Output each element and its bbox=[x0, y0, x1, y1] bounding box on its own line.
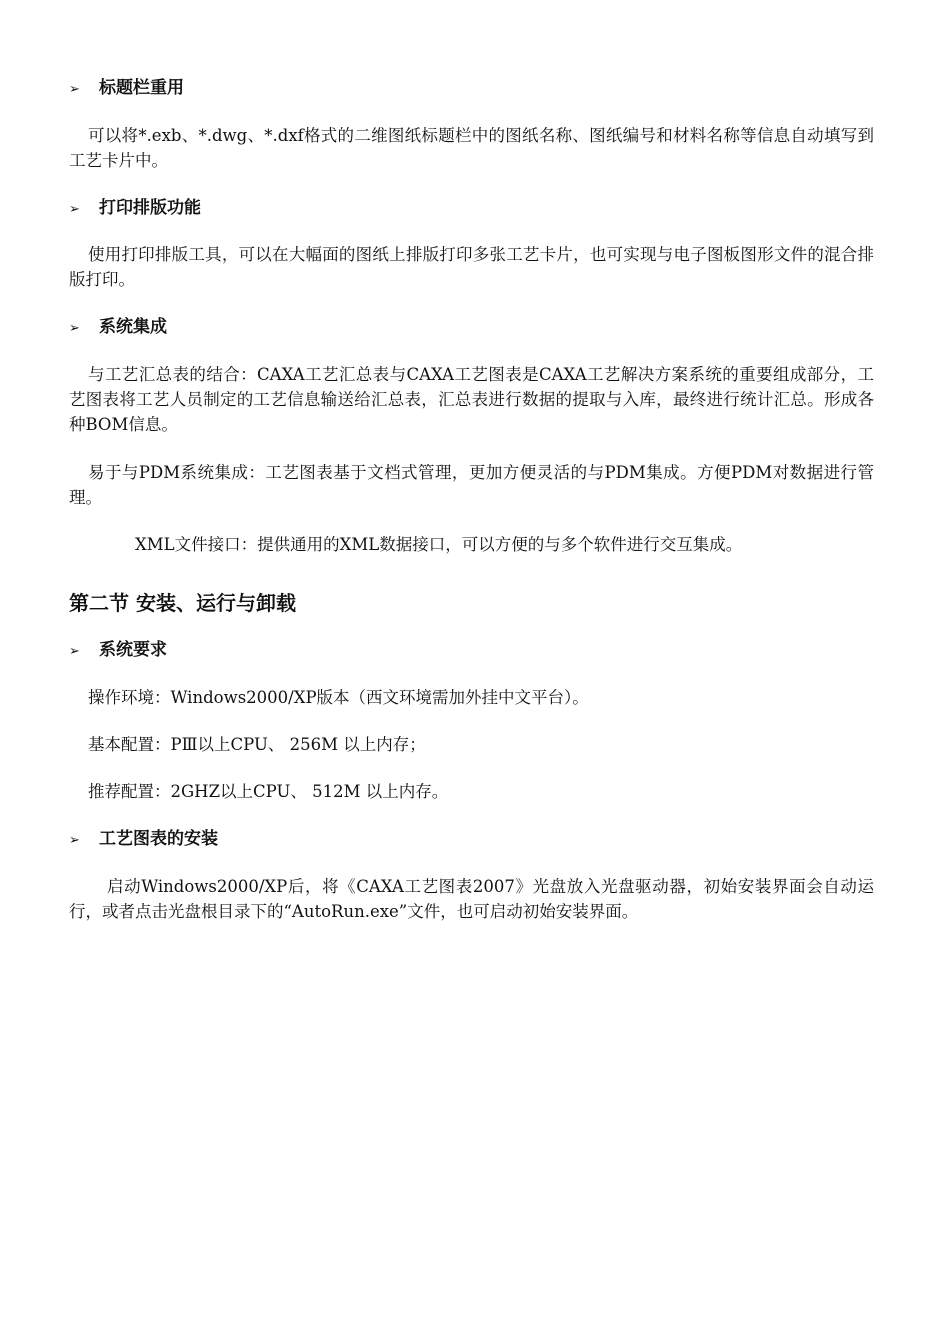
heading-text: 打印排版功能 bbox=[99, 198, 201, 218]
heading-title-bar-reuse bbox=[69, 77, 184, 101]
paragraph-print-layout: 使用打印排版工具，可以在大幅面的图纸上排版打印多张工艺卡片，也可实现与电子图板图形文件的混合排版打印。 bbox=[69, 245, 874, 289]
paragraph-pdm-integration: 易于与PDM系统集成：工艺图表基于文档式管理，更加方便灵活的与PDM集成。方便PDM对数据进行管理。 bbox=[69, 463, 874, 507]
paragraph-installation: 启动Windows2000/XP后，将《CAXA工艺图表2007》光盘放入光盘驱动器，初始安装界面会自动运行，或者点击光盘根目录下的“AutoRun.exe”文件，也可启动初始安装界面。 bbox=[69, 877, 874, 921]
heading-text: 系统集成 bbox=[99, 317, 167, 337]
paragraph-title-bar-reuse: 可以将*.exb、*.dwg、*.dxf格式的二维图纸标题栏中的图纸名称、图纸编号和材料名称等信息自动填写到工艺卡片中。 bbox=[69, 126, 874, 170]
heading-print-layout bbox=[69, 197, 201, 221]
paragraph-recommended-config: 推荐配置：2GHZ以上CPU、 512M 以上内存。 bbox=[88, 782, 449, 801]
heading-text: 工艺图表的安装 bbox=[99, 829, 218, 849]
heading-text: 标题栏重用 bbox=[99, 78, 184, 98]
paragraph-xml-interface: XML文件接口：提供通用的XML数据接口，可以方便的与多个软件进行交互集成。 bbox=[135, 535, 743, 554]
paragraph-os-environment: 操作环境：Windows2000/XP版本（西文环境需加外挂中文平台）。 bbox=[88, 688, 589, 707]
bullet-arrow-icon: ➢ bbox=[69, 644, 80, 659]
paragraph-basic-config: 基本配置：PⅢ以上CPU、 256M 以上内存； bbox=[88, 735, 426, 754]
heading-system-integration bbox=[69, 316, 167, 340]
heading-text: 系统要求 bbox=[99, 640, 167, 660]
bullet-arrow-icon: ➢ bbox=[69, 833, 80, 848]
bullet-arrow-icon: ➢ bbox=[69, 82, 80, 97]
bullet-arrow-icon: ➢ bbox=[69, 202, 80, 217]
bullet-arrow-icon: ➢ bbox=[69, 321, 80, 336]
heading-installation bbox=[69, 828, 218, 852]
section-title: 第二节 安装、运行与卸载 bbox=[69, 591, 296, 615]
paragraph-summary-table: 与工艺汇总表的结合：CAXA工艺汇总表与CAXA工艺图表是CAXA工艺解决方案系统的重要组成部分，工艺图表将工艺人员制定的工艺信息输送给汇总表，汇总表进行数据的提取与入库，最终进行统计汇总。形成各种BOM信息。 bbox=[69, 365, 874, 434]
heading-system-requirements bbox=[69, 639, 167, 663]
